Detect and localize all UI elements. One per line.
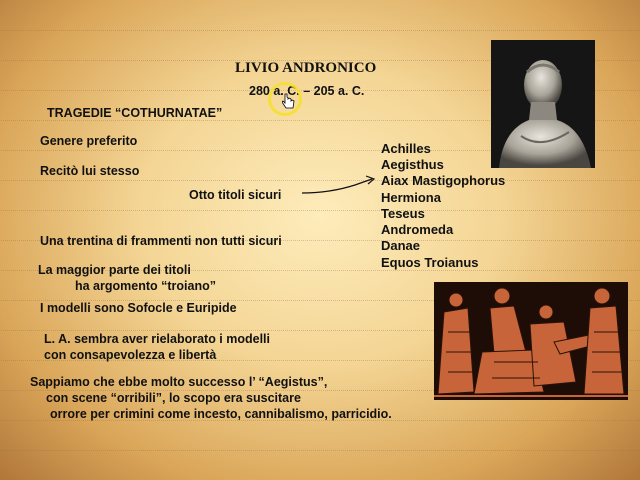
bust-illustration [491, 40, 595, 168]
line-maggior-2: ha argomento “troiano” [75, 279, 216, 293]
bust-photo [491, 40, 595, 168]
title-item: Teseus [381, 206, 425, 221]
line-sappiamo-2: con scene “orribili”, lo scopo era suscitare [46, 391, 301, 405]
arrow-icon [300, 175, 380, 199]
line-otto-titoli: Otto titoli sicuri [189, 188, 282, 202]
title-item: Aiax Mastigophorus [381, 173, 506, 188]
title-item: Andromeda [381, 222, 454, 237]
background-texture [0, 30, 640, 32]
title-item: Danae [381, 238, 421, 253]
vase-painting [434, 282, 628, 400]
title-item: Aegisthus [381, 157, 444, 172]
line-sappiamo-3: orrore per crimini come incesto, cannibalismo, parricidio. [50, 407, 392, 421]
title-item: Equos Troianus [381, 255, 479, 270]
subtitle: TRAGEDIE “COTHURNATAE” [47, 106, 223, 120]
line-trentina: Una trentina di frammenti non tutti sicuri [40, 234, 282, 248]
line-modelli: I modelli sono Sofocle e Euripide [40, 301, 237, 315]
line-la-2: con consapevolezza e libertà [44, 348, 217, 362]
line-genere: Genere preferito [40, 134, 138, 148]
line-la-1: L. A. sembra aver rielaborato i modelli [44, 332, 271, 346]
title-item: Achilles [381, 141, 431, 156]
line-maggior-1: La maggior parte dei titoli [38, 263, 191, 277]
line-sappiamo-1: Sappiamo che ebbe molto successo l’ “Aegistus”, [30, 375, 328, 389]
background-texture [0, 210, 640, 212]
vase-illustration [434, 282, 628, 400]
slide-title: LIVIO ANDRONICO [235, 60, 377, 76]
line-recito: Recitò lui stesso [40, 164, 140, 178]
background-texture [0, 450, 640, 452]
date-range: 280 a. C. – 205 a. C. [249, 84, 365, 98]
hand-cursor-icon [282, 93, 296, 109]
title-item: Hermiona [381, 190, 441, 205]
